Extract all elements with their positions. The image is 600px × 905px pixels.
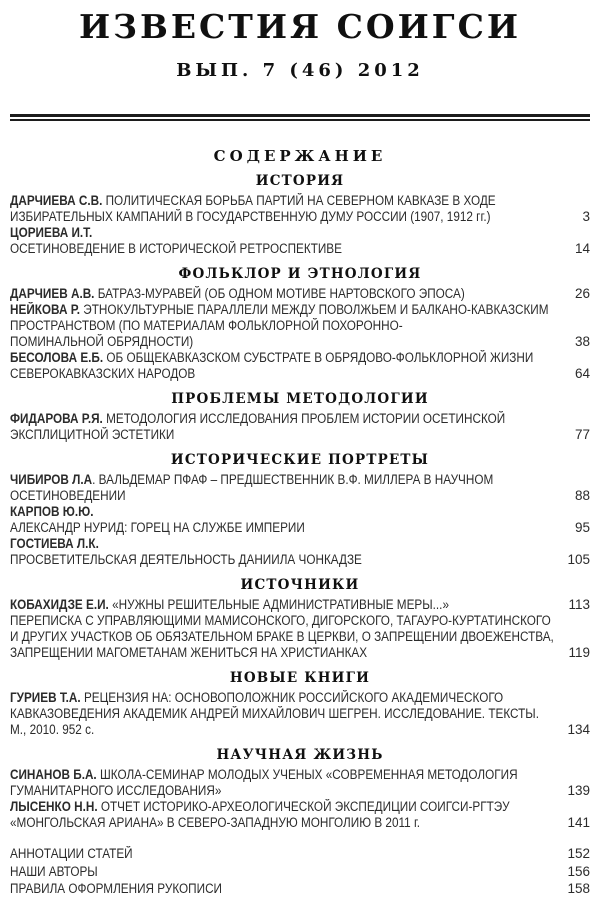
page-number: 134	[567, 722, 590, 737]
entry-text	[10, 799, 510, 815]
page-number: 3	[582, 209, 590, 224]
toc-line	[10, 722, 590, 738]
author-name: КОБАХИДЗЕ Е.И.	[10, 597, 109, 612]
entry-text	[10, 629, 554, 645]
entry-text	[10, 706, 539, 722]
section-heading: ИСТОРИЧЕСКИЕ ПОРТРЕТЫ	[170, 452, 430, 468]
toc-line	[10, 286, 590, 302]
author-name: НЕЙКОВА Р.	[10, 302, 81, 317]
entry-title: И ДРУГИХ УЧАСТКОВ ОБ ОБЯЗАТЕЛЬНОМ БРАКЕ В ЦЕРКВИ, О ЗАПРЕЩЕНИИ ДВОЕЖЕНСТВА,	[10, 629, 554, 644]
entry-title: РЕЦЕНЗИЯ НА: ОСНОВОПОЛОЖНИК РОССИЙСКОГО АКАДЕМИЧЕСКОГО	[80, 690, 504, 705]
entry-text	[10, 241, 342, 257]
toc-line	[10, 411, 590, 427]
entry-title: М., 2010. 952 с.	[10, 722, 95, 737]
toc-line	[10, 504, 590, 520]
page-number: 158	[567, 881, 590, 896]
entry-text	[10, 863, 98, 881]
toc-line	[10, 552, 590, 568]
entry-title: ЭТНОКУЛЬТУРНЫЕ ПАРАЛЛЕЛИ МЕЖДУ ПОВОЛЖЬЕМ И БАЛКАНО-КАВКАЗСКИМ	[80, 302, 549, 317]
section-heading: ИСТОРИЯ	[255, 173, 345, 189]
journal-title: ИЗВЕСТИЯ СОИГСИ	[78, 7, 522, 46]
entry-text	[10, 880, 222, 898]
entry-title: . ВАЛЬДЕМАР ПФАФ – ПРЕДШЕСТВЕННИК В.Ф. МИЛЛЕРА В НАУЧНОМ	[92, 472, 494, 487]
page-number: 141	[567, 815, 590, 830]
entry-text	[10, 613, 551, 629]
author-name: ЛЫСЕНКО Н.Н.	[10, 799, 98, 814]
toc-line	[10, 302, 590, 318]
author-name: СИНАНОВ Б.А.	[10, 767, 97, 782]
entry-text	[10, 286, 465, 302]
toc-line	[10, 193, 590, 209]
entry-text	[10, 645, 367, 661]
page-number: 156	[567, 863, 590, 879]
toc-line	[10, 690, 590, 706]
page-number: 14	[574, 241, 590, 256]
entry-title: ШКОЛА-СЕМИНАР МОЛОДЫХ УЧЕНЫХ «СОВРЕМЕННАЯ МЕТОДОЛОГИЯ	[96, 767, 518, 782]
toc-section	[10, 578, 590, 661]
author-name: ЧИБИРОВ Л.А	[10, 472, 93, 487]
entry-title: БАТРАЗ-МУРАВЕЙ (ОБ ОДНОМ МОТИВЕ НАРТОВСКОГО ЭПОСА)	[94, 286, 465, 301]
entry-title: ОБ ОБЩЕКАВКАЗСКОМ СУБСТРАТЕ В ОБРЯДОВО-ФОЛЬКЛОРНОЙ ЖИЗНИ	[103, 350, 534, 365]
toc-section	[10, 174, 590, 257]
section-heading: ИСТОЧНИКИ	[240, 577, 360, 593]
author-name: КАРПОВ Ю.Ю.	[10, 504, 94, 519]
author-name: ГОСТИЕВА Л.К.	[10, 536, 99, 551]
entry-title: СЕВЕРОКАВКАЗСКИХ НАРОДОВ	[10, 366, 196, 381]
author-name: ФИДАРОВА Р.Я.	[10, 411, 103, 426]
entry-title: МЕТОДОЛОГИЯ ИССЛЕДОВАНИЯ ПРОБЛЕМ ИСТОРИИ ОСЕТИНСКОЙ	[102, 411, 506, 426]
entry-title: ЗАПРЕЩЕНИИ МАГОМЕТАНАМ ЖЕНИТЬСЯ НА ХРИСТИАНКАХ	[10, 645, 368, 660]
entry-text	[10, 783, 221, 799]
toc-line	[10, 225, 590, 241]
entry-title: ПРАВИЛА ОФОРМЛЕНИЯ РУКОПИСИ	[10, 881, 222, 896]
section-heading: ПРОБЛЕМЫ МЕТОДОЛОГИИ	[171, 391, 429, 407]
page-number: 77	[574, 427, 590, 442]
author-name: БЕСОЛОВА Е.Б.	[10, 350, 104, 365]
toc-line	[10, 427, 590, 443]
page-number: 95	[574, 520, 590, 535]
entry-text	[10, 845, 133, 863]
entry-title: ПЕРЕПИСКА С УПРАВЛЯЮЩИМИ МАМИСОНСКОГО, ДИГОРСКОГО, ТАГАУРО-КУРТАТИНСКОГО	[10, 613, 551, 628]
entry-title: ОТЧЕТ ИСТОРИКО-АРХЕОЛОГИЧЕСКОЙ ЭКСПЕДИЦИИ СОИГСИ-РГТЭУ	[97, 799, 510, 814]
toc-line	[10, 241, 590, 257]
issue-number: ВЫП. 7 (46) 2012	[176, 60, 424, 81]
toc-section	[10, 267, 590, 382]
toc-line	[10, 318, 590, 334]
entry-text	[10, 472, 493, 488]
toc-section	[10, 392, 590, 443]
page-number: 119	[568, 645, 590, 660]
entry-title: КАВКАЗОВЕДЕНИЯ АКАДЕМИК АНДРЕЙ МИХАЙЛОВИЧ ШЕГРЕН. ИССЛЕДОВАНИЕ. ТЕКСТЫ.	[10, 706, 539, 721]
page-number: 88	[574, 488, 590, 503]
page-number: 64	[574, 366, 590, 381]
footer-line	[10, 880, 590, 898]
entry-text	[10, 302, 549, 318]
page-number: 113	[568, 597, 590, 612]
page-number: 105	[567, 552, 590, 567]
entry-title: ПОМИНАЛЬНОЙ ОБРЯДНОСТИ)	[10, 334, 194, 349]
toc-line	[10, 366, 590, 382]
entry-title: ОСЕТИНОВЕДЕНИИ	[10, 488, 126, 503]
entry-text	[10, 504, 94, 520]
entry-text	[10, 536, 99, 552]
page-number: 26	[574, 286, 590, 301]
entry-text	[10, 193, 496, 209]
entry-text	[10, 366, 195, 382]
entry-title: ИЗБИРАТЕЛЬНЫХ КАМПАНИЙ В ГОСУДАРСТВЕННУЮ ДУМУ РОССИИ (1907, 1912 гг.)	[10, 209, 491, 224]
entry-title: ПРОСТРАНСТВОМ (ПО МАТЕРИАЛАМ ФОЛЬКЛОРНОЙ ПОХОРОННО-	[10, 318, 403, 333]
toc-line	[10, 706, 590, 722]
page-number: 38	[574, 334, 590, 349]
entry-text	[10, 427, 174, 443]
toc-line	[10, 613, 590, 629]
section-heading: НАУЧНАЯ ЖИЗНЬ	[216, 747, 384, 763]
contents-title: СОДЕРЖАНИЕ	[213, 147, 387, 165]
toc-footer	[10, 845, 590, 898]
entry-text	[10, 520, 305, 536]
toc-line	[10, 520, 590, 536]
double-rule-divider	[10, 114, 590, 121]
toc-line	[10, 815, 590, 831]
entry-title: ОСЕТИНОВЕДЕНИЕ В ИСТОРИЧЕСКОЙ РЕТРОСПЕКТИВЕ	[10, 241, 342, 256]
toc-section	[10, 671, 590, 738]
entry-title: «НУЖНЫ РЕШИТЕЛЬНЫЕ АДМИНИСТРАТИВНЫЕ МЕРЫ...»	[108, 597, 449, 612]
toc-line	[10, 783, 590, 799]
entry-text	[10, 767, 518, 783]
toc-line	[10, 350, 590, 366]
toc-section	[10, 453, 590, 568]
author-name: ЦОРИЕВА И.Т.	[10, 225, 93, 240]
entry-text	[10, 597, 449, 613]
entry-text	[10, 334, 193, 350]
entry-text	[10, 350, 533, 366]
toc-line	[10, 767, 590, 783]
entry-title: ПРОСВЕТИТЕЛЬСКАЯ ДЕЯТЕЛЬНОСТЬ ДАНИИЛА ЧОНКАДЗЕ	[10, 552, 362, 567]
footer-line	[10, 845, 590, 863]
section-heading: ФОЛЬКЛОР И ЭТНОЛОГИЯ	[178, 266, 422, 282]
toc-line	[10, 629, 590, 645]
masthead	[10, 0, 590, 121]
author-name: ДАРЧИЕВА С.В.	[10, 193, 103, 208]
entry-title: НАШИ АВТОРЫ	[10, 863, 98, 879]
entry-title: ГУМАНИТАРНОГО ИССЛЕДОВАНИЯ»	[10, 783, 222, 798]
entry-text	[10, 318, 403, 334]
page-number: 152	[567, 846, 590, 861]
toc-line	[10, 209, 590, 225]
toc-line	[10, 597, 590, 613]
footer-line	[10, 863, 590, 881]
entry-title: АННОТАЦИИ СТАТЕЙ	[10, 846, 133, 861]
entry-text	[10, 722, 94, 738]
toc-section	[10, 748, 590, 831]
toc-line	[10, 799, 590, 815]
toc-line	[10, 488, 590, 504]
table-of-contents	[10, 174, 590, 898]
entry-text	[10, 690, 503, 706]
toc-line	[10, 645, 590, 661]
entry-text	[10, 488, 126, 504]
toc-line	[10, 472, 590, 488]
toc-line	[10, 334, 590, 350]
entry-title: АЛЕКСАНДР НУРИД: ГОРЕЦ НА СЛУЖБЕ ИМПЕРИИ	[10, 520, 305, 535]
section-heading: НОВЫЕ КНИГИ	[229, 670, 371, 686]
page-number: 139	[567, 783, 590, 798]
entry-text	[10, 209, 490, 225]
entry-text	[10, 225, 92, 241]
entry-text	[10, 411, 505, 427]
author-name: ГУРИЕВ Т.А.	[10, 690, 81, 705]
author-name: ДАРЧИЕВ А.В.	[10, 286, 95, 301]
entry-title: ПОЛИТИЧЕСКАЯ БОРЬБА ПАРТИЙ НА СЕВЕРНОМ КАВКАЗЕ В ХОДЕ	[102, 193, 496, 208]
entry-text	[10, 552, 362, 568]
entry-text	[10, 815, 420, 831]
toc-line	[10, 536, 590, 552]
entry-title: ЭКСПЛИЦИТНОЙ ЭСТЕТИКИ	[10, 427, 175, 442]
entry-title: «МОНГОЛЬСКАЯ АРИАНА» В СЕВЕРО-ЗАПАДНУЮ МОНГОЛИЮ В 2011 г.	[10, 815, 421, 830]
